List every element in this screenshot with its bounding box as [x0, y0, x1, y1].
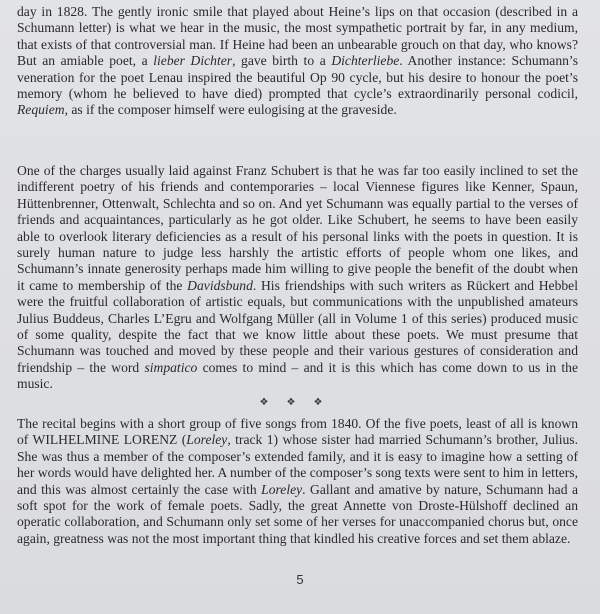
divider-ornament-icon: ❖ — [259, 397, 287, 408]
italic-text-run: simpatico — [144, 359, 198, 375]
italic-text-run: Loreley — [261, 481, 303, 497]
divider-ornament-icon: ❖ — [286, 397, 314, 408]
italic-text-run: Loreley — [186, 432, 228, 448]
text-run: day in 1828. The gently ironic smile that played about Heine’s lips on that occasion (described in a Schumann letter) is what we hear in the music, the most sympathetic portrait by far, in any medium, that exists of that controversial man. If Heine had been an unbearable grouch on that day, who knows? But an amiable poet, a — [17, 4, 578, 69]
text-run: . Gallant and amative by nature, Schumann had a soft spot for the work of female poets. Sadly, the great Annette von Droste-Hülshoff declined an operatic collaboration, and Schumann only set some of her verses for unaccompanied chorus but, once again, greatness was not the most important thing that kindled his creative forces and set them ablaze. — [17, 481, 578, 546]
text-run: . Another instance: Schumann’s veneration for the poet Lenau inspired the beautiful Op 90 cycle, but his desire to honour the poet’s memory (whom he believed to have died) prompted that cycle’s extraordinarily personal codicil, — [17, 53, 578, 102]
italic-text-run: Dichterliebe — [331, 53, 400, 69]
paragraph-heine-lenau — [17, 4, 578, 119]
text-run: comes to mind – and it is this which has come down to us in the music. — [17, 359, 578, 392]
text-run: . His friendships with such writers as Rückert and Hebbel were the fruitful collaboration of artistic equals, but communications with the unpublished amateurs Julius Buddeus, Charles L’Egru and Wolfgang Müller (all in Volume 1 of this series) produced music of some quality, despite the fact that we know little about these poets. We must presume that Schumann was touched and moved by these people and their various gestures of consideration and friendship – the word — [17, 277, 578, 375]
section-divider — [0, 397, 600, 408]
text-run: , gave birth to a — [232, 53, 332, 69]
italic-text-run: lieber Dichter — [153, 53, 233, 69]
divider-ornament-icon: ❖ — [313, 397, 341, 408]
paragraph-schubert-comparison — [17, 163, 578, 393]
text-run: , as if the composer himself were eulogising at the graveside. — [64, 102, 397, 118]
page-number: 5 — [296, 572, 304, 587]
italic-text-run: Requiem — [17, 102, 65, 118]
text-run: The recital begins with a short group of five songs from 1840. Of the five poets, least of all is known of WILHELMINE LORENZ ( — [17, 416, 578, 448]
italic-text-run: Davidsbund — [187, 277, 253, 293]
paragraph-recital-intro — [17, 416, 578, 547]
text-run: One of the charges usually laid against Franz Schubert is that he was far too easily inclined to set the indifferent poetry of his friends and contemporaries – local Viennese figures like Kenner, Spaun, Hüttenbrenner, Ottenwalt, Schlechta and so on. And yet Schumann was equally partial to the verses of friends and acquaintances, particularly as he got older. Like Schubert, he seems to have been easily able to overlook literary deficiencies as a result of his personal links with the poets in question. It is surely human nature to judge less harshly the artistic efforts of people whom one likes, and Schumann’s innate generosity perhaps made him willing to give people the benefit of the doubt when it came to membership of the — [17, 163, 578, 293]
text-run: , track 1) whose sister had married Schumann’s brother, Julius. She was thus a member of the composer’s extended family, and it is easy to imagine how a setting of her words would have delighted her. A number of the composer’s song texts were sent to him in letters, and this was almost certainly the case with — [17, 432, 578, 497]
